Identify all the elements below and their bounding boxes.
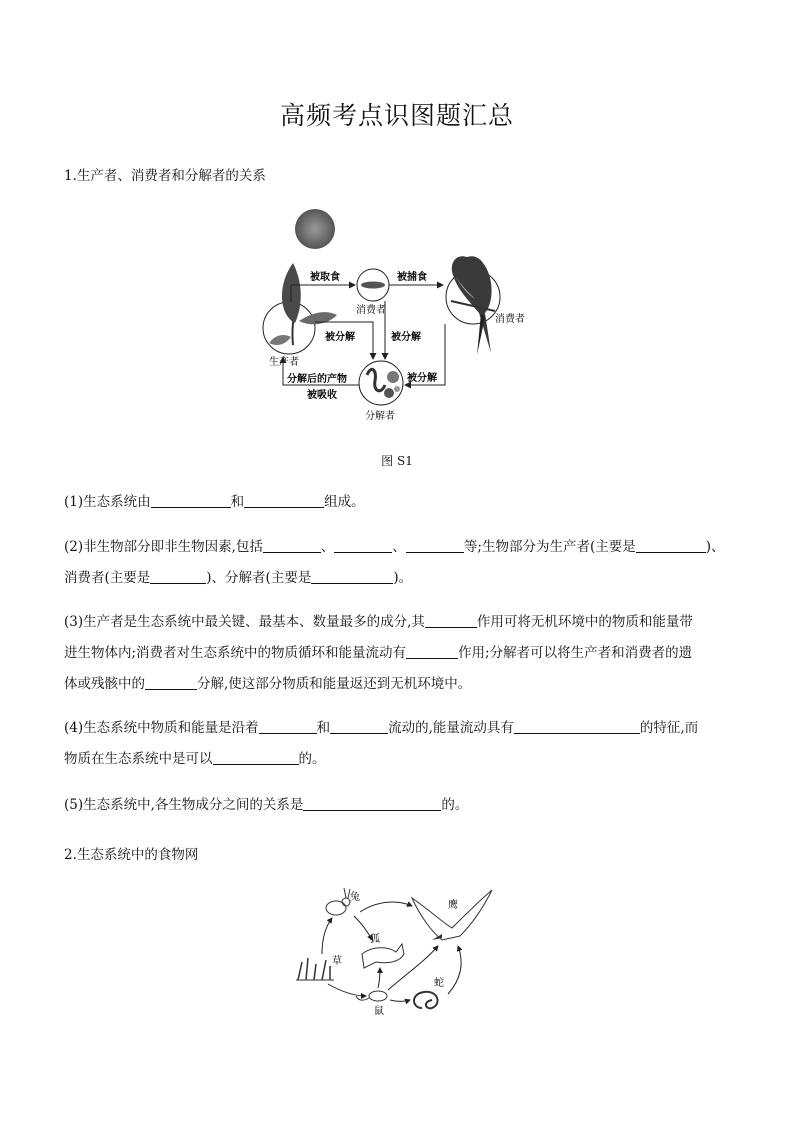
q2-blank-5[interactable]	[150, 569, 206, 584]
grass-icon	[296, 958, 334, 980]
eagle-label: 鹰	[448, 900, 458, 911]
q4-blank-3[interactable]	[514, 719, 640, 734]
arrow-snake-eagle	[448, 946, 461, 994]
q1-blank-1[interactable]	[151, 493, 231, 508]
section2-heading: 2.生态系统中的食物网	[64, 847, 199, 863]
q4-blank-2[interactable]	[330, 719, 388, 734]
q3-blank-3[interactable]	[145, 675, 197, 690]
producer-label: 生产者	[269, 357, 299, 368]
q4-text-a: (4)生态系统中物质和能量是沿着	[64, 720, 259, 736]
question-4	[64, 713, 764, 775]
q3-text-b: 作用可将无机环境中的物质和能量带	[476, 614, 693, 630]
q2-blank-4[interactable]	[636, 538, 706, 553]
page-title: 高频考点识图题汇总	[279, 101, 514, 130]
question-1	[64, 487, 764, 518]
q2-text-e: )、	[705, 539, 725, 555]
fox-label: 狐	[370, 934, 380, 945]
q4-text-b: 和	[316, 720, 331, 736]
q4-text-e: 物质在生态系统中是可以	[64, 751, 213, 767]
q4-text-d: 的特征,而	[639, 720, 699, 736]
q2-text-g: )、分解者(主要是	[206, 570, 312, 586]
q2-text-d: 等;生物部分为生产者(主要是	[463, 539, 636, 555]
snake-label: 蛇	[434, 978, 444, 989]
q2-blank-6[interactable]	[311, 569, 393, 584]
q4-text-f: 的。	[298, 751, 326, 767]
q4-text-c: 流动的,能量流动具有	[388, 720, 514, 736]
fox-icon	[362, 944, 404, 968]
label-caught: 被捕食	[397, 272, 427, 283]
q5-blank-1[interactable]	[303, 796, 441, 811]
arrow-grass-rabbit	[322, 918, 332, 954]
label-decomposed-mid: 被分解	[391, 332, 421, 343]
label-products: 分解后的产物	[287, 374, 347, 385]
food-web-diagram	[292, 882, 504, 1020]
q2-text-f: 消费者(主要是	[64, 570, 151, 586]
q3-blank-2[interactable]	[406, 644, 458, 659]
arrow-grass-mouse	[328, 984, 366, 996]
fungi-bacteria-icon	[367, 369, 400, 398]
small-consumer-label: 消费者	[356, 305, 386, 316]
q3-text-e: 体或残骸中的	[64, 676, 145, 692]
question-3	[64, 607, 764, 700]
sun-icon	[295, 209, 335, 249]
label-absorbed: 被吸收	[307, 390, 337, 401]
q3-text-f: 分解,使这部分物质和能量返还到无机环境中。	[197, 676, 472, 692]
arrow-mouse-snake	[390, 1000, 410, 1002]
figure-caption: 图 S1	[381, 454, 413, 468]
question-5	[64, 790, 764, 821]
decomposer-label: 分解者	[365, 411, 395, 422]
decomposer-circle	[359, 361, 403, 405]
q5-text-a: (5)生态系统中,各生物成分之间的关系是	[64, 797, 304, 813]
q5-text-b: 的。	[441, 797, 469, 813]
q1-text-a: (1)生态系统由	[64, 494, 151, 510]
caterpillar-icon	[361, 282, 385, 289]
q1-text-b: 和	[230, 494, 245, 510]
bird-consumer-label: 消费者	[495, 314, 525, 325]
rabbit-label: 兔	[350, 892, 360, 903]
eagle-icon	[412, 890, 492, 940]
arrow-rabbit-eagle	[360, 902, 412, 912]
q4-blank-1[interactable]	[259, 719, 317, 734]
q1-text-c: 组成。	[324, 494, 365, 510]
snake-icon	[414, 992, 438, 1009]
q3-text-d: 作用;分解者可以将生产者和消费者的遗	[458, 645, 693, 661]
arrow-mouse-fox	[378, 968, 380, 988]
q1-blank-2[interactable]	[244, 493, 324, 508]
q2-blank-3[interactable]	[406, 538, 464, 553]
label-eaten: 被取食	[310, 272, 340, 283]
arrow-mouse-eagle	[388, 946, 438, 990]
grass-label: 草	[332, 956, 342, 967]
label-decomposed-left: 被分解	[325, 332, 355, 343]
q2-text-h: )。	[393, 570, 413, 586]
label-decomposed-right: 被分解	[407, 373, 437, 384]
rabbit-icon	[326, 888, 350, 915]
question-2	[64, 532, 764, 594]
swallow-icon	[451, 256, 495, 355]
q3-text-c: 进生物体内;消费者对生态系统中的物质循环和能量流动有	[64, 645, 407, 661]
q3-text-a: (3)生产者是生态系统中最关键、最基本、数量最多的成分,其	[64, 614, 425, 630]
q2-text-a: (2)非生物部分即非生物因素,包括	[64, 539, 263, 555]
q2-blank-2[interactable]	[334, 538, 392, 553]
section1-heading: 1.生产者、消费者和分解者的关系	[64, 168, 266, 184]
q4-blank-4[interactable]	[213, 750, 299, 765]
q2-text-c: 、	[392, 539, 406, 555]
q2-text-b: 、	[320, 539, 335, 555]
mouse-label: 鼠	[374, 1006, 384, 1017]
q2-blank-1[interactable]	[263, 538, 321, 553]
q3-blank-1[interactable]	[425, 613, 477, 628]
ecosystem-relationship-diagram	[255, 205, 545, 430]
